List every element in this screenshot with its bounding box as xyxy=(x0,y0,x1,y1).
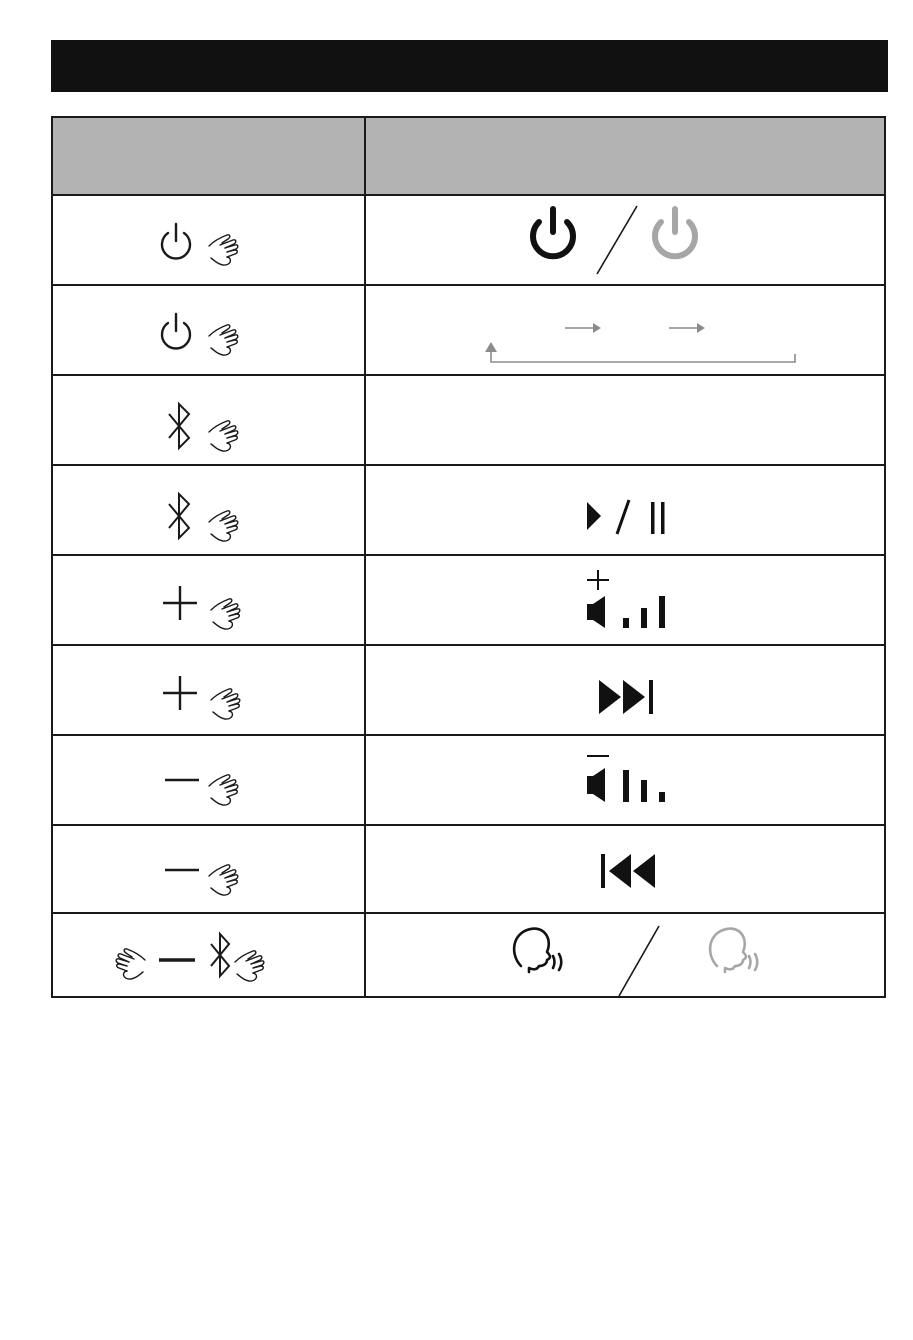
row-divider xyxy=(53,374,884,376)
column-divider xyxy=(364,118,366,996)
title-bar xyxy=(51,40,888,92)
voice-prompt-off-icon xyxy=(710,929,757,972)
table-row-9-button xyxy=(105,926,285,988)
tap-hand-icon xyxy=(211,689,240,719)
row-divider xyxy=(53,194,884,196)
table-row-5-function xyxy=(583,570,683,632)
bluetooth-icon xyxy=(169,494,189,538)
row-divider xyxy=(53,644,884,646)
row-divider xyxy=(53,912,884,914)
row-divider xyxy=(53,734,884,736)
tap-hand-icon xyxy=(211,599,240,629)
table-row-9-function xyxy=(507,922,767,998)
table-row-7-button xyxy=(165,768,265,808)
row-divider xyxy=(53,554,884,556)
power-icon xyxy=(162,224,190,258)
table-row-5-button xyxy=(161,584,261,634)
plus-icon xyxy=(163,586,197,620)
mode-cycle-arrows xyxy=(481,316,811,366)
table-row-4-function xyxy=(583,498,673,538)
volume-up-icon xyxy=(583,570,683,632)
row-divider xyxy=(53,824,884,826)
tap-hand-icon xyxy=(209,865,238,895)
tap-hand-icon xyxy=(235,951,264,981)
row-divider xyxy=(53,464,884,466)
minus-bluetooth-combo-icon xyxy=(105,926,285,988)
play-pause-icon xyxy=(583,498,673,538)
tap-hand-icon xyxy=(209,235,238,265)
tap-hand-icon xyxy=(209,325,238,355)
tap-hand-icon xyxy=(209,421,238,451)
power-on-icon xyxy=(533,209,573,256)
table-row-6-button xyxy=(161,674,261,724)
previous-track-icon xyxy=(597,850,661,892)
separator-slash xyxy=(597,206,637,274)
table-row-1-function xyxy=(529,204,709,280)
tap-hand-icon xyxy=(209,511,238,541)
separator-slash xyxy=(619,926,659,996)
voice-prompt-on-icon xyxy=(514,929,561,972)
tap-hand-icon xyxy=(209,775,238,805)
controls-table xyxy=(51,116,886,998)
table-row-8-function xyxy=(597,850,661,892)
table-row-4-button xyxy=(165,490,265,546)
table-row-2-button xyxy=(159,312,259,362)
row-divider xyxy=(53,284,884,286)
table-row-3-button xyxy=(165,400,265,456)
table-row-6-function xyxy=(597,676,661,718)
power-off-icon xyxy=(655,209,695,256)
table-row-7-function xyxy=(583,752,683,814)
tap-hand-icon xyxy=(116,949,145,979)
table-row-1-button xyxy=(159,222,259,272)
table-row-8-button xyxy=(165,858,265,898)
plus-icon xyxy=(163,676,197,710)
table-row-2-function xyxy=(481,316,811,366)
volume-down-icon xyxy=(583,752,683,814)
table-header-row xyxy=(53,118,884,196)
power-icon xyxy=(162,314,190,348)
bluetooth-icon xyxy=(169,404,189,448)
next-track-icon xyxy=(597,676,661,718)
